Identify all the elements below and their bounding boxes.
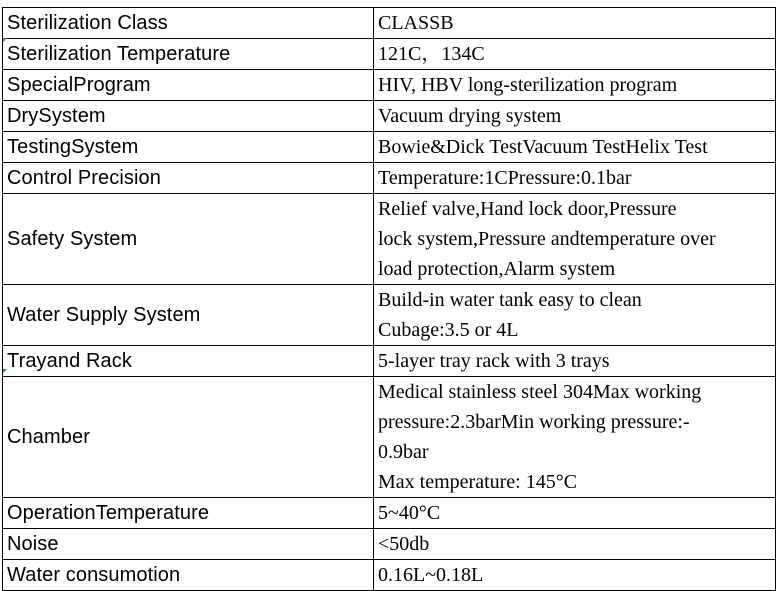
spec-value-line: Medical stainless steel 304Max working bbox=[378, 381, 702, 403]
table-row bbox=[3, 8, 776, 39]
spec-value-line: Temperature:1CPressure:0.1bar bbox=[378, 167, 632, 189]
spec-label: Sterilization Temperature bbox=[3, 39, 374, 70]
spec-value-line: pressure:2.3barMin working pressure:- bbox=[378, 411, 690, 433]
spec-label: Chamber bbox=[3, 377, 374, 498]
spec-value bbox=[374, 132, 776, 163]
spec-label: TestingSystem bbox=[3, 132, 374, 163]
table-row bbox=[3, 498, 776, 529]
spec-value bbox=[374, 8, 776, 39]
spec-value bbox=[374, 377, 776, 498]
cell-comment-marker bbox=[3, 38, 7, 42]
spec-label: Noise bbox=[3, 529, 374, 560]
specification-table bbox=[2, 7, 776, 591]
spec-label: DrySystem bbox=[3, 101, 374, 132]
table-row bbox=[3, 163, 776, 194]
spec-value-line: Vacuum drying system bbox=[378, 105, 562, 127]
spec-label: Safety System bbox=[3, 194, 374, 285]
table-row bbox=[3, 194, 776, 285]
table-row bbox=[3, 285, 776, 346]
table-row bbox=[3, 529, 776, 560]
table-row bbox=[3, 70, 776, 101]
spec-value bbox=[374, 70, 776, 101]
spec-value-line: Relief valve,Hand lock door,Pressure bbox=[378, 198, 677, 220]
spec-value-line: load protection,Alarm system bbox=[378, 258, 616, 280]
table-row bbox=[3, 346, 776, 377]
table-row bbox=[3, 39, 776, 70]
spec-value-line: 5~40°C bbox=[378, 502, 441, 524]
spec-value bbox=[374, 498, 776, 529]
spec-value-line: Cubage:3.5 or 4L bbox=[378, 319, 519, 341]
spec-value-line: 0.9bar bbox=[378, 441, 429, 463]
spec-label: SpecialProgram bbox=[3, 70, 374, 101]
spec-value-line: 121C，134C bbox=[378, 43, 485, 65]
table-row bbox=[3, 101, 776, 132]
spec-value bbox=[374, 560, 776, 591]
spec-value bbox=[374, 529, 776, 560]
spec-value-line: HIV, HBV long-sterilization program bbox=[378, 74, 678, 96]
spec-value-line: Bowie&Dick TestVacuum TestHelix Test bbox=[378, 136, 708, 158]
spec-value-line: Build-in water tank easy to clean bbox=[378, 289, 642, 311]
cell-comment-marker bbox=[3, 369, 7, 373]
spec-label: Water consumotion bbox=[3, 560, 374, 591]
spec-label: Sterilization Class bbox=[3, 8, 374, 39]
spec-value-line: 0.16L~0.18L bbox=[378, 564, 484, 586]
spec-value bbox=[374, 101, 776, 132]
spec-value bbox=[374, 163, 776, 194]
spec-value-line: 5-layer tray rack with 3 trays bbox=[378, 350, 610, 372]
spec-value-line: CLASSB bbox=[378, 12, 454, 34]
table-row bbox=[3, 560, 776, 591]
spec-label: Trayand Rack bbox=[3, 346, 374, 377]
spec-value bbox=[374, 39, 776, 70]
spec-value bbox=[374, 194, 776, 285]
table-row bbox=[3, 377, 776, 498]
spec-value-line: lock system,Pressure andtemperature over bbox=[378, 228, 716, 250]
spec-label: Control Precision bbox=[3, 163, 374, 194]
spec-value-line: Max temperature: 145°C bbox=[378, 471, 578, 493]
table-row bbox=[3, 132, 776, 163]
spec-value bbox=[374, 285, 776, 346]
spec-label: Water Supply System bbox=[3, 285, 374, 346]
spec-value-line: <50db bbox=[378, 533, 430, 555]
spec-value bbox=[374, 346, 776, 377]
spec-label: OperationTemperature bbox=[3, 498, 374, 529]
